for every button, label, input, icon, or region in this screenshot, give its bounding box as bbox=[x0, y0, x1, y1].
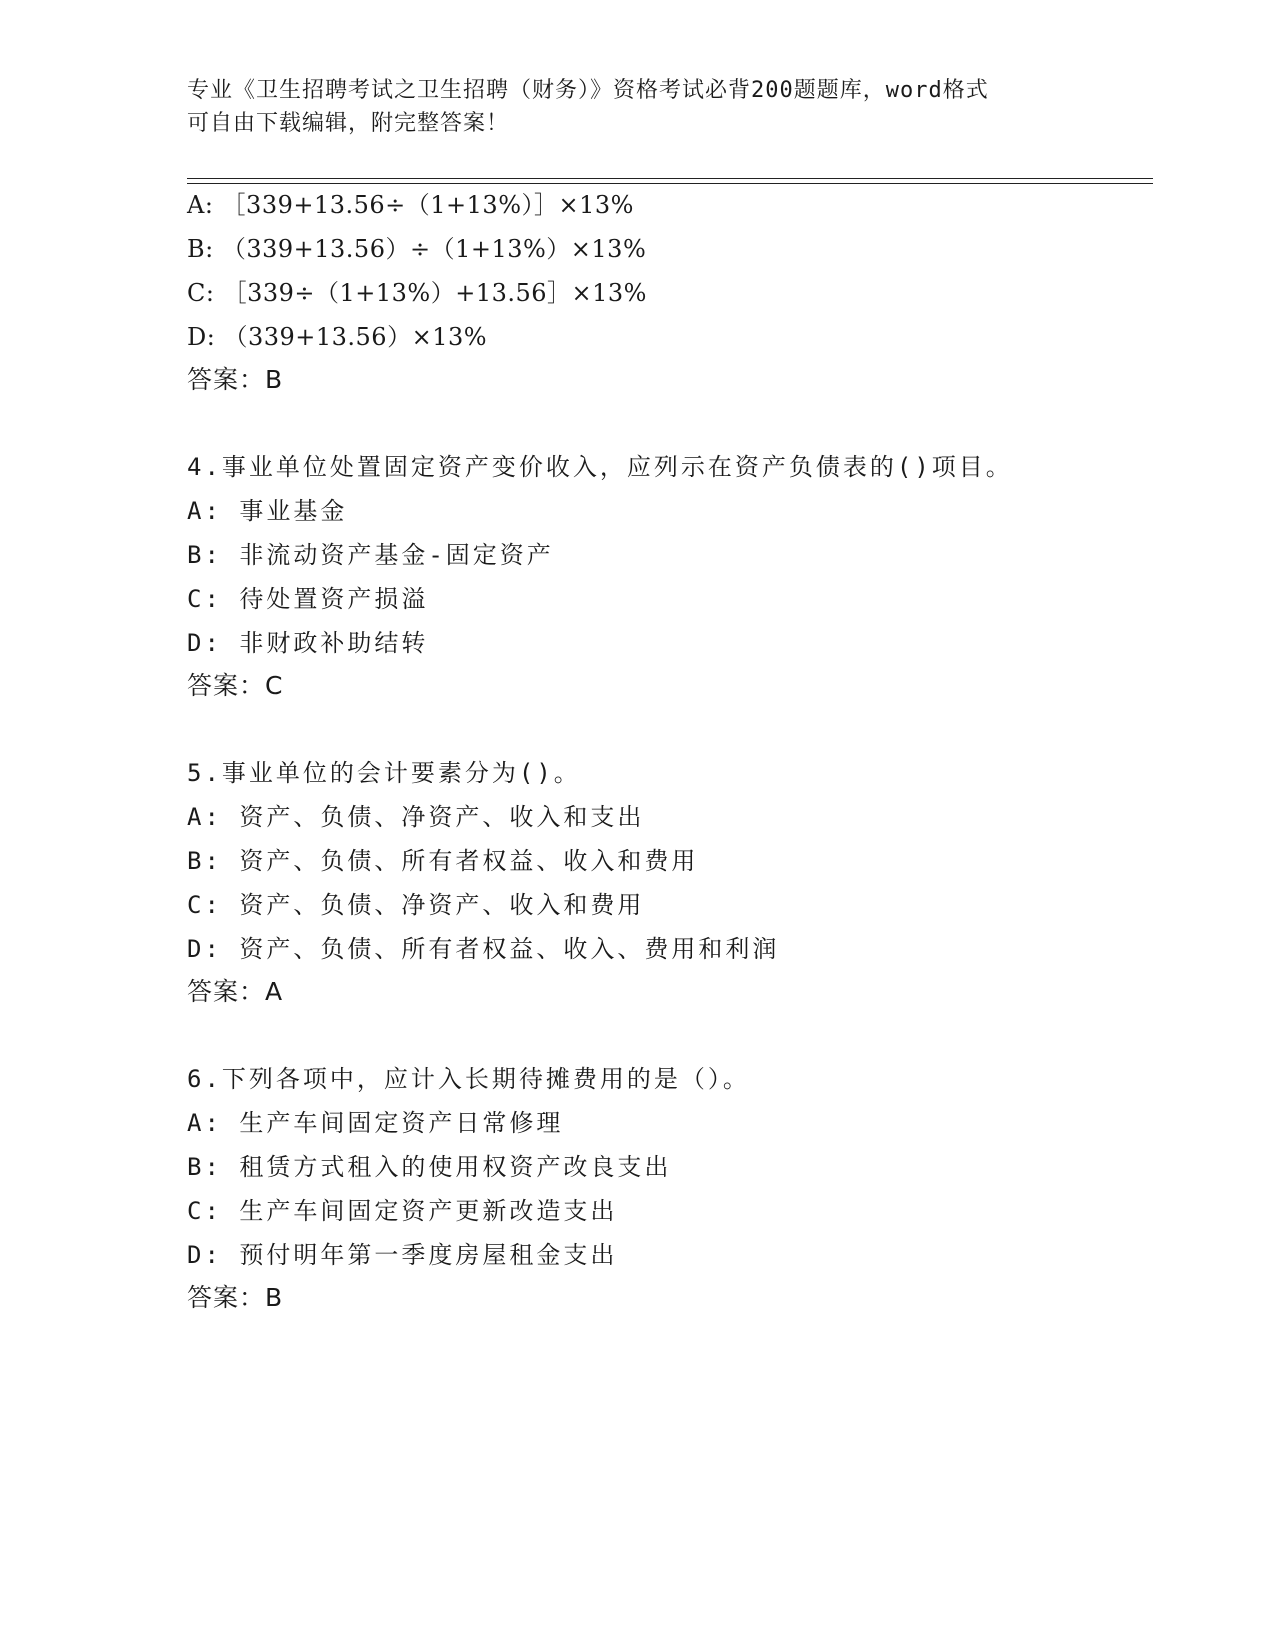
question-4-option-a: A: 事业基金 bbox=[187, 497, 348, 525]
question-5-option-d: D: 资产、负债、所有者权益、收入、费用和利润 bbox=[187, 935, 780, 963]
question-3-option-c: C: ［339÷（1+13%）+13.56］×13% bbox=[187, 279, 647, 307]
question-4-answer: 答案：C bbox=[187, 671, 284, 700]
question-3-option-d: D: （339+13.56）×13% bbox=[187, 323, 488, 351]
header-divider-top bbox=[187, 178, 1153, 179]
question-5-answer: 答案：A bbox=[187, 977, 284, 1006]
question-3-option-b: B: （339+13.56）÷（1+13%）×13% bbox=[187, 235, 647, 263]
question-4-stem: 4.事业单位处置固定资产变价收入，应列示在资产负债表的()项目。 bbox=[187, 453, 1013, 481]
question-4-option-d: D: 非财政补助结转 bbox=[187, 629, 429, 657]
question-5-option-a: A: 资产、负债、净资产、收入和支出 bbox=[187, 803, 645, 831]
header-line-1: 专业《卫生招聘考试之卫生招聘（财务）》资格考试必背200题题库，word格式 bbox=[187, 78, 989, 103]
question-4-option-b: B: 非流动资产基金-固定资产 bbox=[187, 541, 554, 569]
question-5-stem: 5.事业单位的会计要素分为()。 bbox=[187, 759, 581, 787]
question-6-option-d: D: 预付明年第一季度房屋租金支出 bbox=[187, 1241, 618, 1269]
question-6-option-b: B: 租赁方式租入的使用权资产改良支出 bbox=[187, 1153, 672, 1181]
question-6-option-c: C: 生产车间固定资产更新改造支出 bbox=[187, 1197, 618, 1225]
question-6-option-a: A: 生产车间固定资产日常修理 bbox=[187, 1109, 564, 1137]
question-6-answer: 答案：B bbox=[187, 1283, 284, 1312]
question-4-option-c: C: 待处置资产损溢 bbox=[187, 585, 429, 613]
header-divider-bottom bbox=[187, 183, 1153, 184]
question-5-option-c: C: 资产、负债、净资产、收入和费用 bbox=[187, 891, 645, 919]
question-5-option-b: B: 资产、负债、所有者权益、收入和费用 bbox=[187, 847, 699, 875]
question-3-answer: 答案：B bbox=[187, 365, 284, 394]
header-line-2: 可自由下载编辑，附完整答案！ bbox=[187, 111, 510, 136]
question-6-stem: 6.下列各项中，应计入长期待摊费用的是（）。 bbox=[187, 1065, 750, 1093]
document-header bbox=[187, 74, 1067, 140]
question-3-option-a: A: ［339+13.56÷（1+13%）］×13% bbox=[187, 191, 634, 219]
